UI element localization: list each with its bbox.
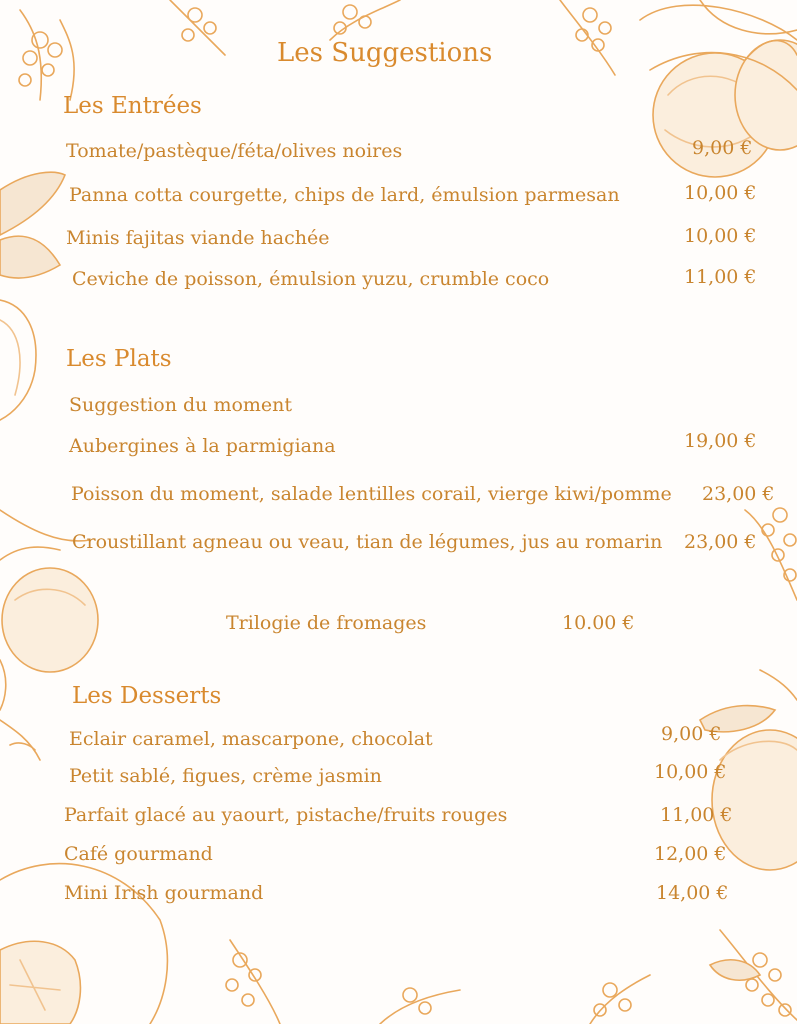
leaf-left-illustration — [0, 720, 40, 760]
entree-item-price: 11,00 € — [684, 266, 757, 288]
entree-item-name: Tomate/pastèque/féta/olives noires — [66, 140, 403, 162]
fromages-item-price: 10.00 € — [562, 612, 635, 634]
flower-cluster-right-illustration — [745, 508, 797, 600]
dessert-item-name: Eclair caramel, mascarpone, chocolat — [69, 728, 433, 750]
plat-item-name: Poisson du moment, salade lentilles corail, vierge kiwi/pomme — [71, 483, 672, 505]
plat-item-price: 19,00 € — [684, 430, 757, 452]
entree-item-name: Panna cotta courgette, chips de lard, émulsion parmesan — [69, 184, 620, 206]
entree-item-name: Ceviche de poisson, émulsion yuzu, crumble coco — [72, 268, 550, 290]
plat-item-price: 23,00 € — [702, 483, 775, 505]
dessert-item-name: Parfait glacé au yaourt, pistache/fruits rouges — [64, 804, 508, 826]
entree-item-price: 10,00 € — [684, 225, 757, 247]
section-heading-desserts: Les Desserts — [72, 683, 222, 709]
dessert-item-price: 14,00 € — [656, 882, 729, 904]
dessert-item-price: 9,00 € — [661, 723, 722, 745]
dessert-item-price: 10,00 € — [654, 761, 727, 783]
citrus-left-illustration — [0, 172, 65, 420]
dessert-item-name: Petit sablé, figues, crème jasmin — [69, 765, 382, 787]
fromages-item-name: Trilogie de fromages — [226, 612, 427, 634]
plat-item-price: 23,00 € — [684, 531, 757, 553]
plat-item-name: Croustillant agneau ou veau, tian de légumes, jus au romarin — [72, 531, 663, 553]
entree-item-price: 9,00 € — [692, 137, 753, 159]
entree-item-name: Minis fajitas viande hachée — [66, 227, 330, 249]
dessert-item-name: Mini Irish gourmand — [64, 882, 264, 904]
dessert-item-price: 12,00 € — [654, 843, 727, 865]
menu-title: Les Suggestions — [277, 38, 493, 68]
dessert-item-price: 11,00 € — [660, 804, 733, 826]
plat-item-name: Aubergines à la parmigiana — [69, 435, 336, 457]
flower-cluster-bottom-illustration — [226, 930, 797, 1024]
plats-subheading: Suggestion du moment — [69, 394, 293, 416]
dessert-item-name: Café gourmand — [64, 843, 213, 865]
entree-item-price: 10,00 € — [684, 182, 757, 204]
section-heading-entrees: Les Entrées — [63, 93, 202, 119]
section-heading-plats: Les Plats — [66, 346, 172, 372]
